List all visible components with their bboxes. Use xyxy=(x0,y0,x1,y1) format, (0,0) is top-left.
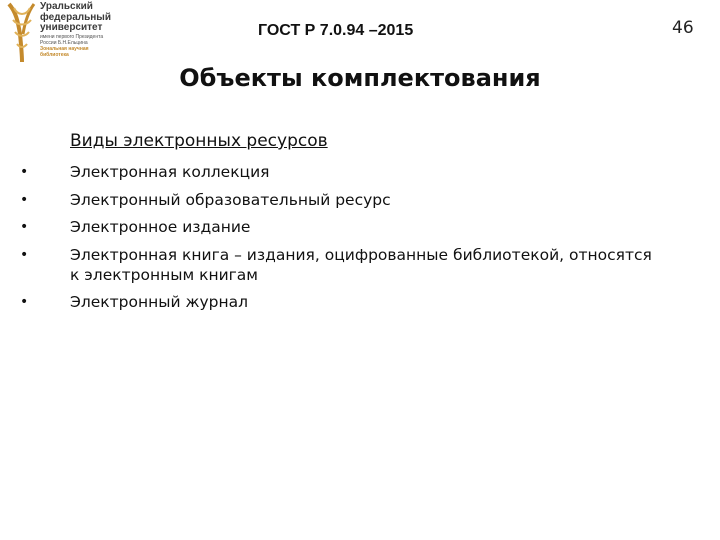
logo-line: федеральный xyxy=(40,11,111,23)
section-heading: Виды электронных ресурсов xyxy=(70,131,328,151)
list-item-label: Электронная книга – издания, оцифрованные библиотекой, относятся xyxy=(70,245,652,264)
logo-library-line: библиотека xyxy=(40,51,69,58)
header-title: ГОСТ Р 7.0.94 –2015 xyxy=(258,22,414,39)
university-logo xyxy=(6,2,116,64)
list-item xyxy=(0,217,720,237)
list-item xyxy=(0,292,720,312)
logo-subline: России Б.Н.Ельцина xyxy=(40,39,88,46)
resource-type-list xyxy=(0,162,720,320)
logo-library-line: Зональная научная xyxy=(40,45,89,52)
slide-title: Объекты комплектования xyxy=(179,64,541,92)
bullet-icon: • xyxy=(20,294,29,310)
list-item-label: Электронное издание xyxy=(70,218,251,236)
urfu-logo-icon xyxy=(6,2,38,64)
list-item-continuation: к электронным книгам xyxy=(70,265,258,284)
list-item-label: Электронный образовательный ресурс xyxy=(70,190,391,209)
list-item-label: Электронная коллекция xyxy=(70,163,270,181)
bullet-icon: • xyxy=(20,219,29,235)
page-number: 46 xyxy=(672,18,694,38)
list-item xyxy=(0,190,720,210)
logo-text xyxy=(40,2,111,58)
bullet-icon: • xyxy=(20,191,29,208)
bullet-icon: • xyxy=(20,246,29,263)
logo-line: университет xyxy=(40,22,103,33)
logo-line: Уральский xyxy=(40,1,93,12)
list-item xyxy=(0,162,720,182)
list-item xyxy=(0,245,720,285)
logo-subline: имени первого Президента xyxy=(40,33,104,40)
list-item-label: Электронный журнал xyxy=(70,293,249,311)
bullet-icon: • xyxy=(20,164,29,180)
